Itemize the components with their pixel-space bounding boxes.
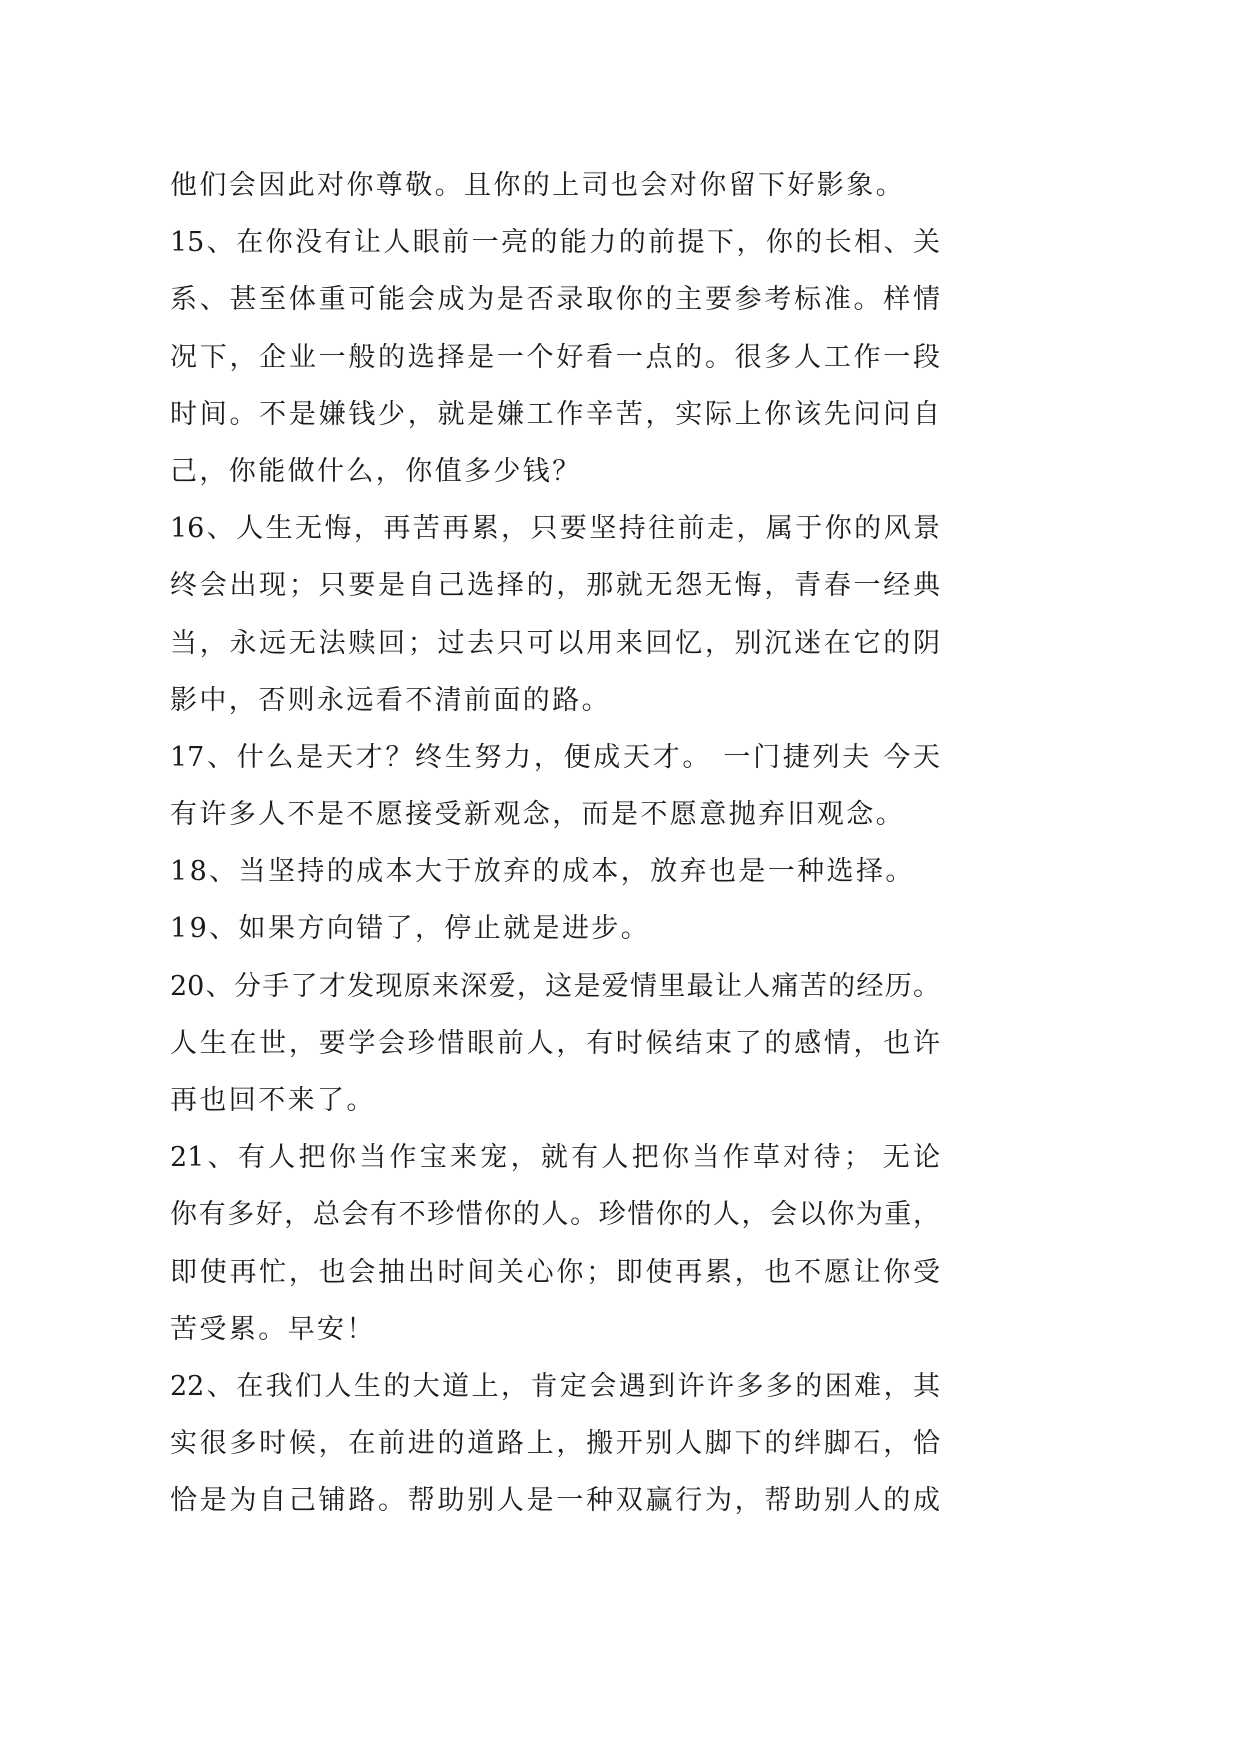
text-line: 15、在你没有让人眼前一亮的能力的前提下，你的长相、关 bbox=[170, 227, 940, 259]
text-line: 21、有人把你当作宝来宠，就有人把你当作草对待； 无论 bbox=[170, 1142, 940, 1174]
text-line: 即使再忙，也会抽出时间关心你；即使再累，也不愿让你受 bbox=[170, 1256, 940, 1288]
paragraph bbox=[170, 157, 940, 214]
paragraph bbox=[170, 214, 940, 500]
text-line: 18、当坚持的成本大于放弃的成本，放弃也是一种选择。 bbox=[170, 856, 915, 888]
text-line: 影中，否则永远看不清前面的路。 bbox=[170, 684, 611, 716]
text-line: 20、分手了才发现原来深爱，这是爱情里最让人痛苦的经历。 bbox=[170, 970, 940, 1002]
paragraph bbox=[170, 843, 940, 900]
document-body bbox=[170, 157, 940, 1530]
text-line: 时间。不是嫌钱少，就是嫌工作辛苦，实际上你该先问问自 bbox=[170, 398, 940, 430]
text-line: 有许多人不是不愿接受新观念，而是不愿意抛弃旧观念。 bbox=[170, 799, 905, 831]
text-line: 况下，企业一般的选择是一个好看一点的。很多人工作一段 bbox=[170, 341, 940, 373]
text-line: 苦受累。早安！ bbox=[170, 1313, 376, 1345]
text-line: 实很多时候，在前进的道路上，搬开别人脚下的绊脚石，恰 bbox=[170, 1428, 940, 1460]
paragraph bbox=[170, 958, 940, 1130]
text-line: 17、什么是天才？终生努力，便成天才。 一门捷列夫 今天 bbox=[170, 741, 940, 773]
paragraph bbox=[170, 1129, 940, 1358]
text-line: 终会出现；只要是自己选择的，那就无怨无悔，青春一经典 bbox=[170, 570, 940, 602]
paragraph bbox=[170, 900, 940, 957]
text-line: 再也回不来了。 bbox=[170, 1085, 376, 1116]
text-line: 系、甚至体重可能会成为是否录取你的主要参考标准。样情 bbox=[170, 284, 940, 316]
text-line: 人生在世，要学会珍惜眼前人，有时候结束了的感情，也许 bbox=[170, 1027, 940, 1059]
paragraph bbox=[170, 1358, 940, 1530]
text-line: 你有多好，总会有不珍惜你的人。珍惜你的人，会以你为重， bbox=[170, 1199, 940, 1231]
text-line: 恰是为自己铺路。帮助别人是一种双赢行为，帮助别人的成 bbox=[170, 1485, 940, 1517]
text-line: 16、人生无悔，再苦再累，只要坚持往前走，属于你的风景 bbox=[170, 513, 940, 545]
paragraph bbox=[170, 729, 940, 843]
paragraph bbox=[170, 500, 940, 729]
text-line: 22、在我们人生的大道上，肯定会遇到许许多多的困难，其 bbox=[170, 1370, 940, 1402]
text-line: 当，永远无法赎回；过去只可以用来回忆，别沉迷在它的阴 bbox=[170, 627, 940, 659]
text-line: 他们会因此对你尊敬。且你的上司也会对你留下好影象。 bbox=[170, 170, 905, 201]
text-line: 19、如果方向错了，停止就是进步。 bbox=[170, 913, 651, 945]
text-line: 己，你能做什么，你值多少钱？ bbox=[170, 455, 582, 487]
